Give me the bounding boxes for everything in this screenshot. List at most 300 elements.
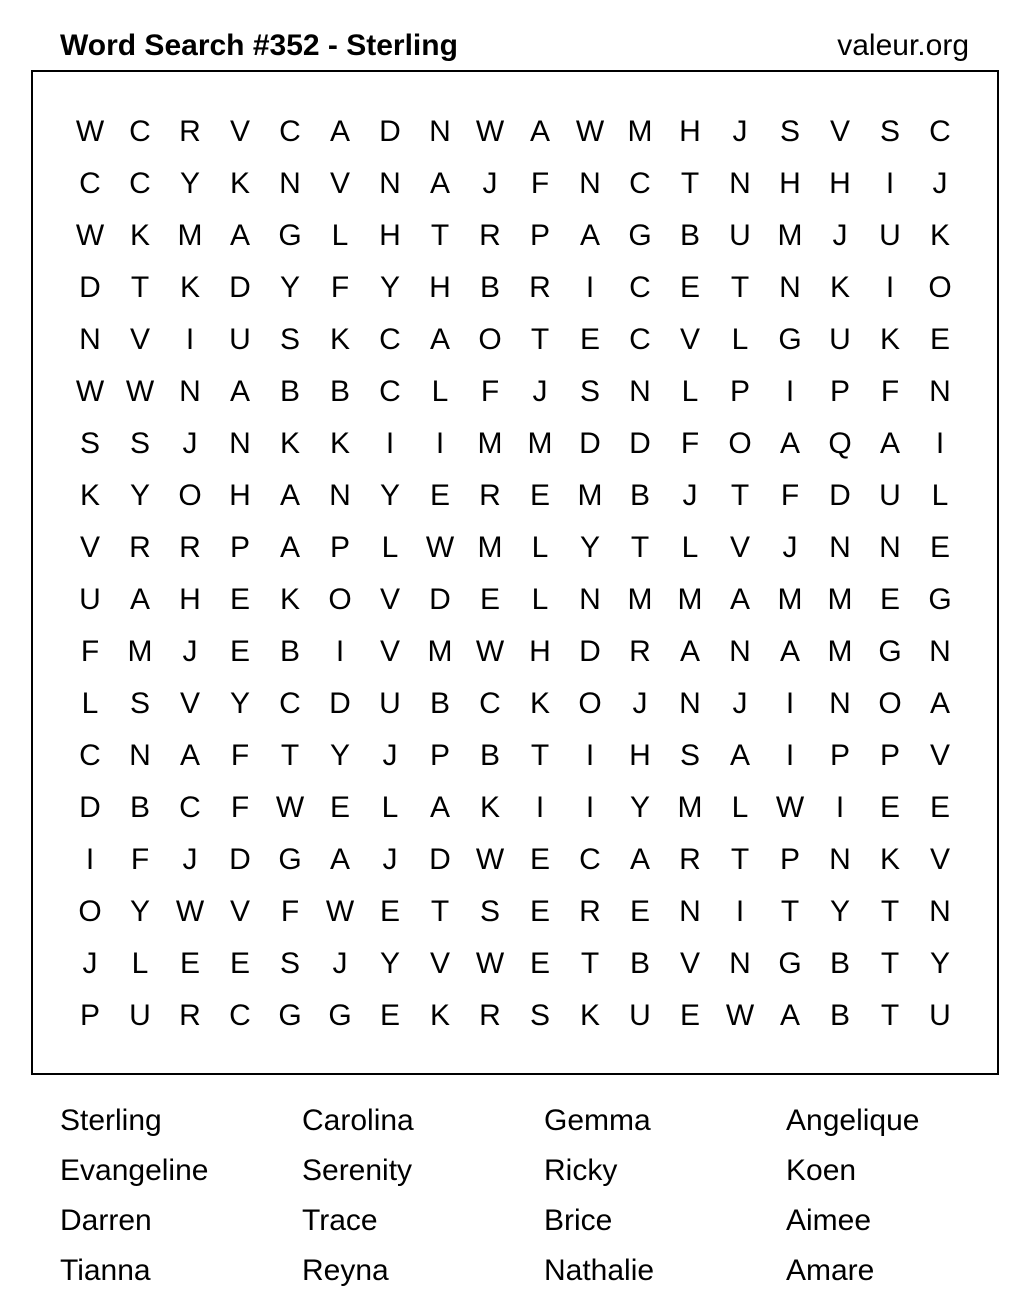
grid-letter: E <box>329 791 350 824</box>
grid-letter: B <box>279 635 300 668</box>
grid-letter: L <box>131 947 149 980</box>
grid-letter: R <box>479 219 501 252</box>
grid-letter: U <box>79 583 101 616</box>
grid-letter: B <box>629 479 650 512</box>
grid-letter: R <box>479 479 501 512</box>
grid-letter: P <box>729 375 750 408</box>
grid-letter: A <box>729 739 750 772</box>
grid-letter: H <box>629 739 651 772</box>
word-list-item: Tianna <box>60 1254 151 1287</box>
word-list-item: Amare <box>786 1254 875 1287</box>
grid-letter: P <box>879 739 900 772</box>
grid-letter: G <box>278 219 302 252</box>
grid-letter: I <box>535 791 545 824</box>
grid-letter: P <box>429 739 450 772</box>
grid-letter: H <box>429 271 451 304</box>
grid-letter: D <box>579 427 601 460</box>
grid-letter: A <box>229 219 250 252</box>
grid-letter: E <box>929 323 950 356</box>
grid-letter: D <box>629 427 651 460</box>
grid-letter: S <box>129 687 150 720</box>
grid-letter: O <box>328 583 352 616</box>
grid-letter: T <box>880 999 900 1032</box>
grid-letter: J <box>532 375 548 408</box>
grid-letter: E <box>379 895 400 928</box>
grid-letter: U <box>879 479 901 512</box>
grid-letter: M <box>577 479 603 512</box>
grid-letter: V <box>129 323 150 356</box>
grid-letter: M <box>677 791 703 824</box>
grid-letter: K <box>329 427 350 460</box>
word-list-item: Evangeline <box>60 1154 209 1187</box>
grid-letter: C <box>229 999 251 1032</box>
grid-letter: P <box>79 999 100 1032</box>
grid-letter: L <box>681 531 699 564</box>
grid-letter: V <box>329 167 350 200</box>
grid-letter: Y <box>279 271 300 304</box>
grid-letter: S <box>279 323 300 356</box>
grid-letter: L <box>731 323 749 356</box>
grid-letter: T <box>630 531 650 564</box>
grid-letter: E <box>229 635 250 668</box>
grid-letter: P <box>829 375 850 408</box>
grid-letter: I <box>785 375 795 408</box>
grid-letter: S <box>129 427 150 460</box>
grid-letter: E <box>529 479 550 512</box>
grid-letter: A <box>629 843 650 876</box>
grid-letter: C <box>629 167 651 200</box>
grid-letter: P <box>329 531 350 564</box>
grid-letter: M <box>527 427 553 460</box>
grid-letter: W <box>475 947 505 980</box>
grid-letter: B <box>679 219 700 252</box>
grid-letter: D <box>379 115 401 148</box>
grid-letter: V <box>679 947 700 980</box>
grid-letter: T <box>780 895 800 928</box>
grid-letter: L <box>531 531 549 564</box>
grid-letter: D <box>429 843 451 876</box>
grid-letter: T <box>680 167 700 200</box>
grid-letter: G <box>628 219 652 252</box>
word-list-item: Angelique <box>786 1104 920 1137</box>
grid-letter: I <box>785 687 795 720</box>
word-list-item: Carolina <box>302 1104 414 1137</box>
grid-letter: K <box>879 323 900 356</box>
grid-letter: V <box>79 531 100 564</box>
grid-letter: I <box>885 271 895 304</box>
grid-letter: J <box>732 115 748 148</box>
grid-letter: K <box>229 167 250 200</box>
grid-letter: U <box>129 999 151 1032</box>
grid-letter: I <box>185 323 195 356</box>
grid-letter: U <box>379 687 401 720</box>
grid-letter: B <box>829 947 850 980</box>
grid-letter: C <box>929 115 951 148</box>
grid-letter: A <box>279 531 300 564</box>
grid-letter: B <box>429 687 450 720</box>
puzzle-title: Word Search #352 - Sterling <box>60 29 458 62</box>
grid-letter: U <box>829 323 851 356</box>
grid-letter: U <box>929 999 951 1032</box>
grid-letter: C <box>629 271 651 304</box>
grid-letter: G <box>778 323 802 356</box>
grid-letter: A <box>429 323 450 356</box>
grid-letter: P <box>779 843 800 876</box>
grid-letter: E <box>479 583 500 616</box>
grid-letter: E <box>929 791 950 824</box>
grid-letter: W <box>475 115 505 148</box>
grid-letter: I <box>435 427 445 460</box>
grid-letter: I <box>835 791 845 824</box>
grid-letter: O <box>478 323 502 356</box>
grid-letter: Q <box>828 427 852 460</box>
grid-letter: V <box>229 115 250 148</box>
grid-letter: F <box>480 375 500 408</box>
word-list <box>60 1096 1028 1296</box>
grid-letter: L <box>531 583 549 616</box>
grid-letter: M <box>627 115 653 148</box>
grid-letter: I <box>85 843 95 876</box>
grid-letter: J <box>182 427 198 460</box>
grid-letter: D <box>229 843 251 876</box>
grid-letter: C <box>479 687 501 720</box>
grid-letter: A <box>579 219 600 252</box>
grid-letter: T <box>880 947 900 980</box>
grid-letter: M <box>477 531 503 564</box>
grid-letter: R <box>679 843 701 876</box>
grid-letter: Y <box>379 271 400 304</box>
grid-letter: W <box>125 375 155 408</box>
grid-letter: N <box>679 687 701 720</box>
grid-letter: N <box>129 739 151 772</box>
grid-letter: T <box>730 479 750 512</box>
grid-letter: Y <box>629 791 650 824</box>
grid-letter: K <box>279 583 300 616</box>
grid-letter: Y <box>929 947 950 980</box>
grid-letter: K <box>829 271 850 304</box>
grid-letter: J <box>782 531 798 564</box>
grid-letter: J <box>382 843 398 876</box>
grid-letter: L <box>681 375 699 408</box>
grid-letter: S <box>779 115 800 148</box>
grid-letter: O <box>178 479 202 512</box>
grid-letter: M <box>477 427 503 460</box>
grid-letter: D <box>79 271 101 304</box>
grid-letter: E <box>229 583 250 616</box>
grid-letter: E <box>679 271 700 304</box>
grid-letter: J <box>732 687 748 720</box>
grid-letter: C <box>79 167 101 200</box>
grid-letter: S <box>679 739 700 772</box>
grid-letter: L <box>931 479 949 512</box>
grid-letter: M <box>177 219 203 252</box>
grid-letter: D <box>579 635 601 668</box>
grid-letter: E <box>529 895 550 928</box>
grid-letter: M <box>777 583 803 616</box>
grid-letter: E <box>379 999 400 1032</box>
grid-letter: F <box>280 895 300 928</box>
grid-letter: J <box>182 843 198 876</box>
grid-letter: M <box>827 583 853 616</box>
grid-letter: F <box>780 479 800 512</box>
grid-letter: H <box>829 167 851 200</box>
grid-letter: U <box>879 219 901 252</box>
grid-letter: C <box>279 687 301 720</box>
grid-letter: A <box>179 739 200 772</box>
grid-letter: A <box>779 427 800 460</box>
grid-letter: C <box>629 323 651 356</box>
grid-letter: W <box>275 791 305 824</box>
grid-letter: C <box>579 843 601 876</box>
grid-letter: L <box>381 791 399 824</box>
grid-letter: F <box>680 427 700 460</box>
grid-letter: U <box>629 999 651 1032</box>
grid-letter: L <box>431 375 449 408</box>
grid-letter: B <box>329 375 350 408</box>
grid-letter: D <box>429 583 451 616</box>
grid-letter: Y <box>379 947 400 980</box>
grid-letter: N <box>379 167 401 200</box>
grid-letter: W <box>575 115 605 148</box>
grid-letter: V <box>929 843 950 876</box>
grid-letter: L <box>381 531 399 564</box>
grid-letter: E <box>529 843 550 876</box>
grid-letter: S <box>879 115 900 148</box>
word-list-item: Koen <box>786 1154 857 1187</box>
grid-letter: H <box>679 115 701 148</box>
grid-letter: N <box>929 895 951 928</box>
grid-letter: B <box>129 791 150 824</box>
grid-letter: B <box>629 947 650 980</box>
grid-letter: G <box>878 635 902 668</box>
grid-letter: K <box>879 843 900 876</box>
grid-letter: F <box>230 791 250 824</box>
grid-letter: K <box>529 687 550 720</box>
grid-letter: T <box>430 895 450 928</box>
grid-letter: V <box>379 635 400 668</box>
grid-letter: J <box>382 739 398 772</box>
grid-letter: D <box>329 687 351 720</box>
grid-letter: N <box>79 323 101 356</box>
grid-letter: A <box>679 635 700 668</box>
grid-letter: K <box>429 999 450 1032</box>
grid-letter: N <box>929 635 951 668</box>
grid-letter: Y <box>179 167 200 200</box>
grid-letter: N <box>779 271 801 304</box>
grid-letter: N <box>729 167 751 200</box>
grid-letter: G <box>928 583 952 616</box>
grid-letter: U <box>229 323 251 356</box>
grid-letter: J <box>332 947 348 980</box>
grid-letter: W <box>775 791 805 824</box>
grid-letter: K <box>279 427 300 460</box>
grid-letter: S <box>529 999 550 1032</box>
grid-letter: M <box>677 583 703 616</box>
grid-letter: R <box>629 635 651 668</box>
grid-letter: W <box>475 843 505 876</box>
grid-letter: R <box>179 531 201 564</box>
grid-letter: F <box>230 739 250 772</box>
grid-letter: O <box>728 427 752 460</box>
grid-letter: H <box>779 167 801 200</box>
grid-letter: Y <box>579 531 600 564</box>
grid-letter: O <box>878 687 902 720</box>
grid-letter: A <box>529 115 550 148</box>
grid-letter: B <box>279 375 300 408</box>
grid-letter: Y <box>829 895 850 928</box>
grid-letter: T <box>730 843 750 876</box>
grid-letter: C <box>279 115 301 148</box>
grid-letter: K <box>129 219 150 252</box>
grid-letter: N <box>829 531 851 564</box>
grid-letter: V <box>729 531 750 564</box>
grid-letter: L <box>731 791 749 824</box>
grid-letter: I <box>785 739 795 772</box>
grid-letter: O <box>578 687 602 720</box>
grid-letter: Y <box>129 479 150 512</box>
word-list-item: Nathalie <box>544 1254 655 1287</box>
grid-letter: M <box>627 583 653 616</box>
grid-letter: N <box>929 375 951 408</box>
grid-letter: V <box>829 115 850 148</box>
grid-letter: C <box>129 167 151 200</box>
grid-letter: E <box>879 583 900 616</box>
grid-letter: G <box>778 947 802 980</box>
grid-letter: C <box>179 791 201 824</box>
grid-letter: Y <box>379 479 400 512</box>
grid-letter: J <box>682 479 698 512</box>
grid-letter: I <box>585 739 595 772</box>
grid-letter: W <box>475 635 505 668</box>
grid-letter: S <box>279 947 300 980</box>
grid-letter: A <box>729 583 750 616</box>
grid-letter: W <box>175 895 205 928</box>
grid-letter: M <box>777 219 803 252</box>
grid-letter: O <box>78 895 102 928</box>
grid-letter: N <box>229 427 251 460</box>
grid-letter: T <box>730 271 750 304</box>
grid-letter: E <box>879 791 900 824</box>
grid-letter: N <box>329 479 351 512</box>
grid-letter: R <box>579 895 601 928</box>
grid-letter: E <box>179 947 200 980</box>
grid-letter: I <box>585 271 595 304</box>
grid-letter: W <box>75 219 105 252</box>
grid-letter: C <box>379 323 401 356</box>
grid-letter: T <box>580 947 600 980</box>
site-name: valeur.org <box>837 29 969 62</box>
grid-letter: I <box>735 895 745 928</box>
grid-letter: A <box>779 999 800 1032</box>
grid-letter: A <box>129 583 150 616</box>
grid-letter: W <box>75 115 105 148</box>
grid-letter: G <box>278 999 302 1032</box>
grid-letter: F <box>80 635 100 668</box>
grid-letter: V <box>179 687 200 720</box>
grid-letter: E <box>679 999 700 1032</box>
grid-letter: D <box>229 271 251 304</box>
grid-letter: T <box>530 323 550 356</box>
grid-letter: E <box>229 947 250 980</box>
grid-letter: F <box>880 375 900 408</box>
word-list-item: Darren <box>60 1204 152 1237</box>
grid-letter: W <box>425 531 455 564</box>
grid-letter: U <box>729 219 751 252</box>
grid-letter: N <box>829 843 851 876</box>
grid-letter: J <box>832 219 848 252</box>
grid-letter: B <box>829 999 850 1032</box>
grid-letter: J <box>82 947 98 980</box>
grid-letter: W <box>75 375 105 408</box>
grid-letter: A <box>229 375 250 408</box>
grid-letter: W <box>325 895 355 928</box>
word-list-item: Brice <box>544 1204 613 1237</box>
grid-letter: T <box>280 739 300 772</box>
grid-letter: K <box>929 219 950 252</box>
grid-letter: R <box>479 999 501 1032</box>
grid-letter: C <box>379 375 401 408</box>
grid-letter: R <box>529 271 551 304</box>
grid-letter: K <box>329 323 350 356</box>
word-list-item: Ricky <box>544 1154 618 1187</box>
grid-letter: O <box>928 271 952 304</box>
grid-letter: D <box>79 791 101 824</box>
grid-letter: G <box>278 843 302 876</box>
grid-letter: N <box>179 375 201 408</box>
grid-letter: I <box>585 791 595 824</box>
grid-letter: J <box>932 167 948 200</box>
grid-letter: B <box>479 271 500 304</box>
grid-letter: Y <box>329 739 350 772</box>
grid-letter: G <box>328 999 352 1032</box>
grid-letter: M <box>127 635 153 668</box>
grid-letter: H <box>529 635 551 668</box>
letter-grid <box>65 106 965 1042</box>
word-list-item: Aimee <box>786 1204 872 1237</box>
word-list-item: Reyna <box>302 1254 389 1287</box>
grid-letter: V <box>929 739 950 772</box>
grid-letter: S <box>579 375 600 408</box>
grid-letter: E <box>529 947 550 980</box>
grid-letter: N <box>729 947 751 980</box>
grid-letter: H <box>379 219 401 252</box>
grid-letter: N <box>429 115 451 148</box>
grid-letter: L <box>81 687 99 720</box>
grid-letter: R <box>129 531 151 564</box>
grid-letter: A <box>929 687 950 720</box>
grid-letter: T <box>880 895 900 928</box>
grid-letter: I <box>885 167 895 200</box>
grid-letter: K <box>579 999 600 1032</box>
grid-letter: P <box>829 739 850 772</box>
grid-letter: M <box>827 635 853 668</box>
grid-letter: S <box>79 427 100 460</box>
grid-letter: N <box>679 895 701 928</box>
grid-letter: H <box>229 479 251 512</box>
grid-letter: C <box>79 739 101 772</box>
grid-letter: Y <box>129 895 150 928</box>
grid-letter: A <box>429 167 450 200</box>
grid-letter: T <box>130 271 150 304</box>
grid-letter: S <box>479 895 500 928</box>
word-list-item: Serenity <box>302 1154 413 1187</box>
grid-letter: V <box>379 583 400 616</box>
word-list-item: Trace <box>302 1204 378 1237</box>
grid-letter: R <box>179 115 201 148</box>
grid-letter: F <box>130 843 150 876</box>
grid-letter: E <box>579 323 600 356</box>
grid-letter: N <box>579 167 601 200</box>
